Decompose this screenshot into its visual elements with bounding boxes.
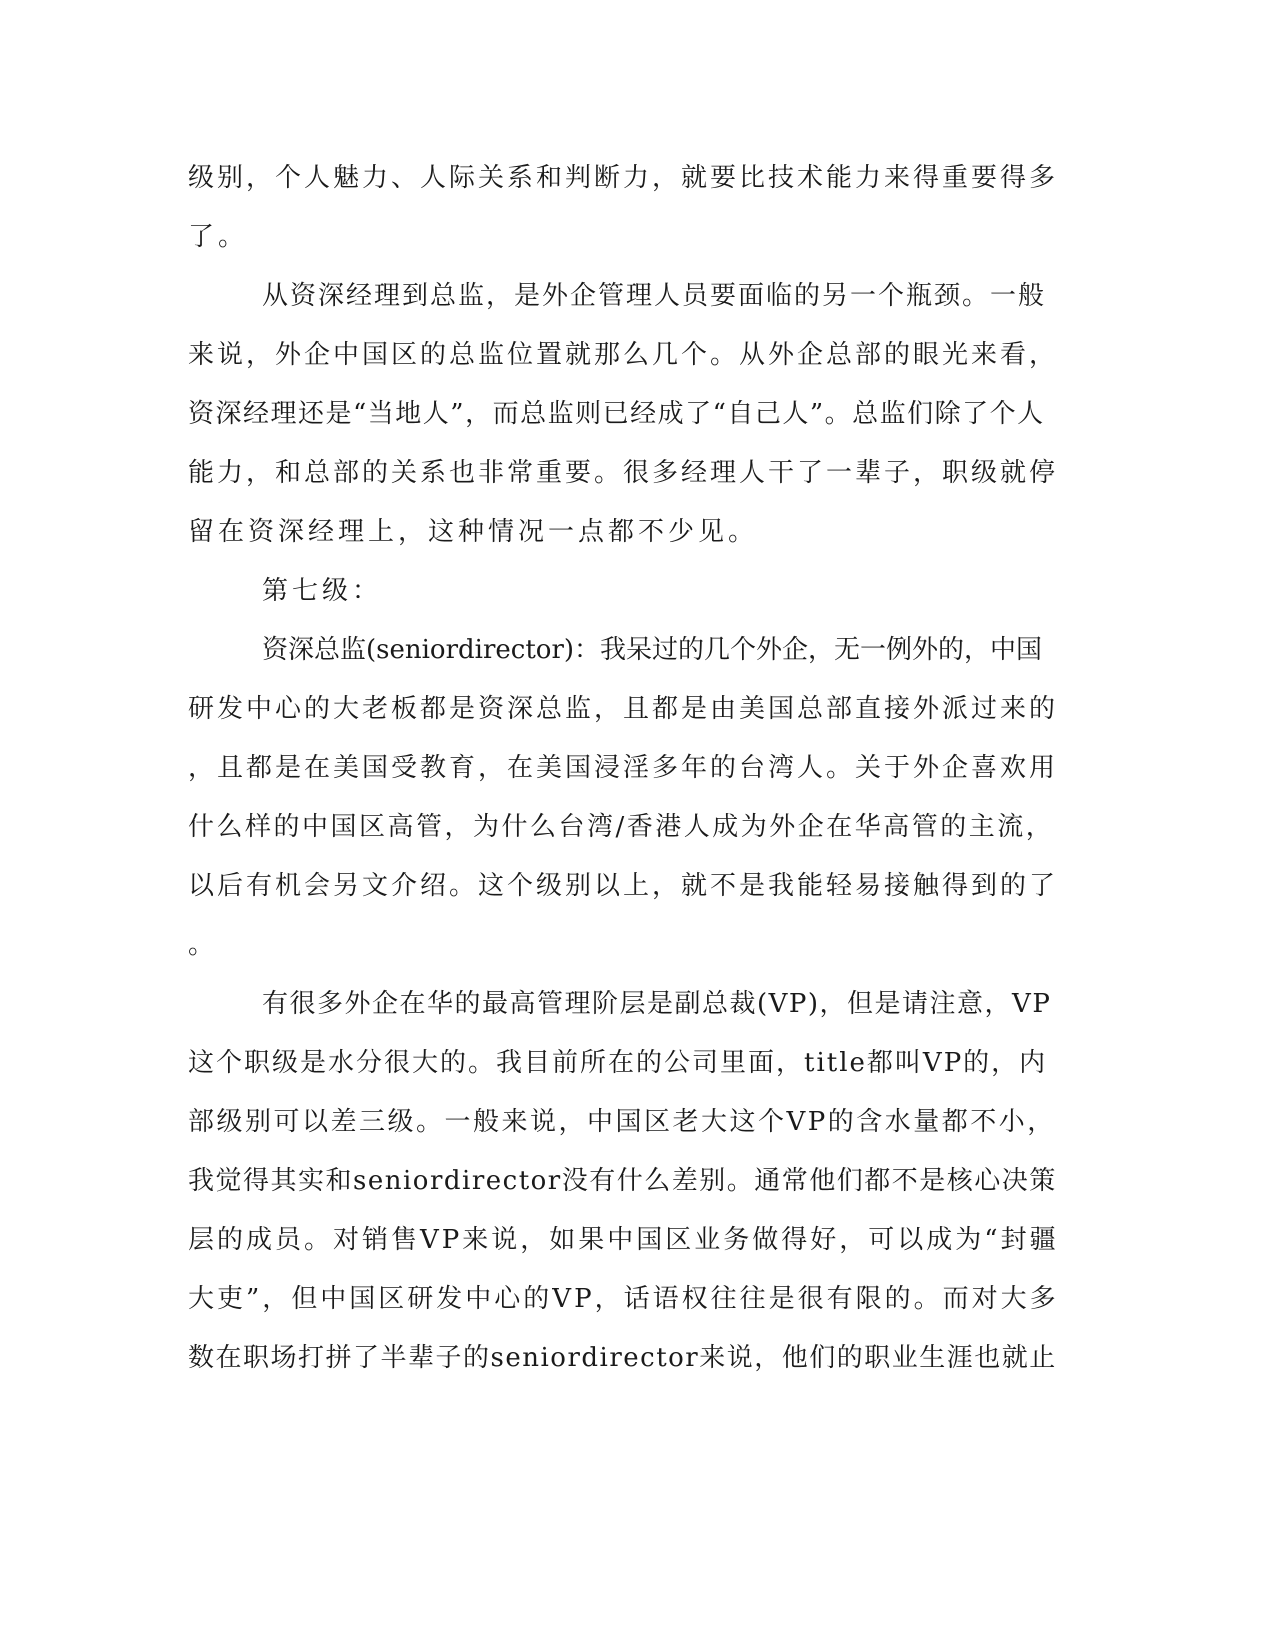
text-line: 数在职场打拼了半辈子的seniordirector来说，他们的职业生涯也就止 [188,1343,1057,1373]
text-line: ，且都是在美国受教育，在美国浸淫多年的台湾人。关于外企喜欢用 [188,753,1059,783]
text-line: 留在资深经理上，这种情况一点都不少见。 [188,517,759,547]
text-line: 什么样的中国区高管，为什么台湾/香港人成为外企在华高管的主流， [188,812,1055,842]
text-line: 大吏”，但中国区研发中心的VP，话语权往往是很有限的。而对大多 [188,1284,1059,1314]
text-line: 部级别可以差三级。一般来说，中国区老大这个VP的含水量都不小， [188,1107,1056,1137]
text-line: 来说，外企中国区的总监位置就那么几个。从外企总部的眼光来看， [188,340,1059,370]
paragraph-first-line: 有很多外企在华的最高管理阶层是副总裁(VP)，但是请注意，VP [262,989,1052,1019]
text-line: 能力，和总部的关系也非常重要。很多经理人干了一辈子，职级就停 [188,458,1059,488]
text-line: 这个职级是水分很大的。我目前所在的公司里面，title都叫VP的，内 [188,1048,1048,1078]
text-line: 层的成员。对销售VP来说，如果中国区业务做得好，可以成为“封疆 [188,1225,1059,1255]
text-line: 级别，个人魅力、人际关系和判断力，就要比技术能力来得重要得多 [188,163,1059,193]
text-line: 以后有机会另文介绍。这个级别以上，就不是我能轻易接触得到的了 [188,871,1059,901]
text-line: 我觉得其实和seniordirector没有什么差别。通常他们都不是核心决策 [188,1166,1057,1196]
paragraph-first-line: 从资深经理到总监，是外企管理人员要面临的另一个瓶颈。一般 [262,281,1047,311]
text-line: 了。 [188,222,249,252]
text-line: 。 [188,930,215,960]
paragraph-first-line: 资深总监(seniordirector)：我呆过的几个外企，无一例外的，中国 [262,635,1043,665]
text-line: 研发中心的大老板都是资深总监，且都是由美国总部直接外派过来的 [188,694,1059,724]
text-line: 资深经理还是“当地人”，而总监则已经成了“自己人”。总监们除了个人 [188,399,1045,429]
section-heading: 第七级： [262,576,383,606]
